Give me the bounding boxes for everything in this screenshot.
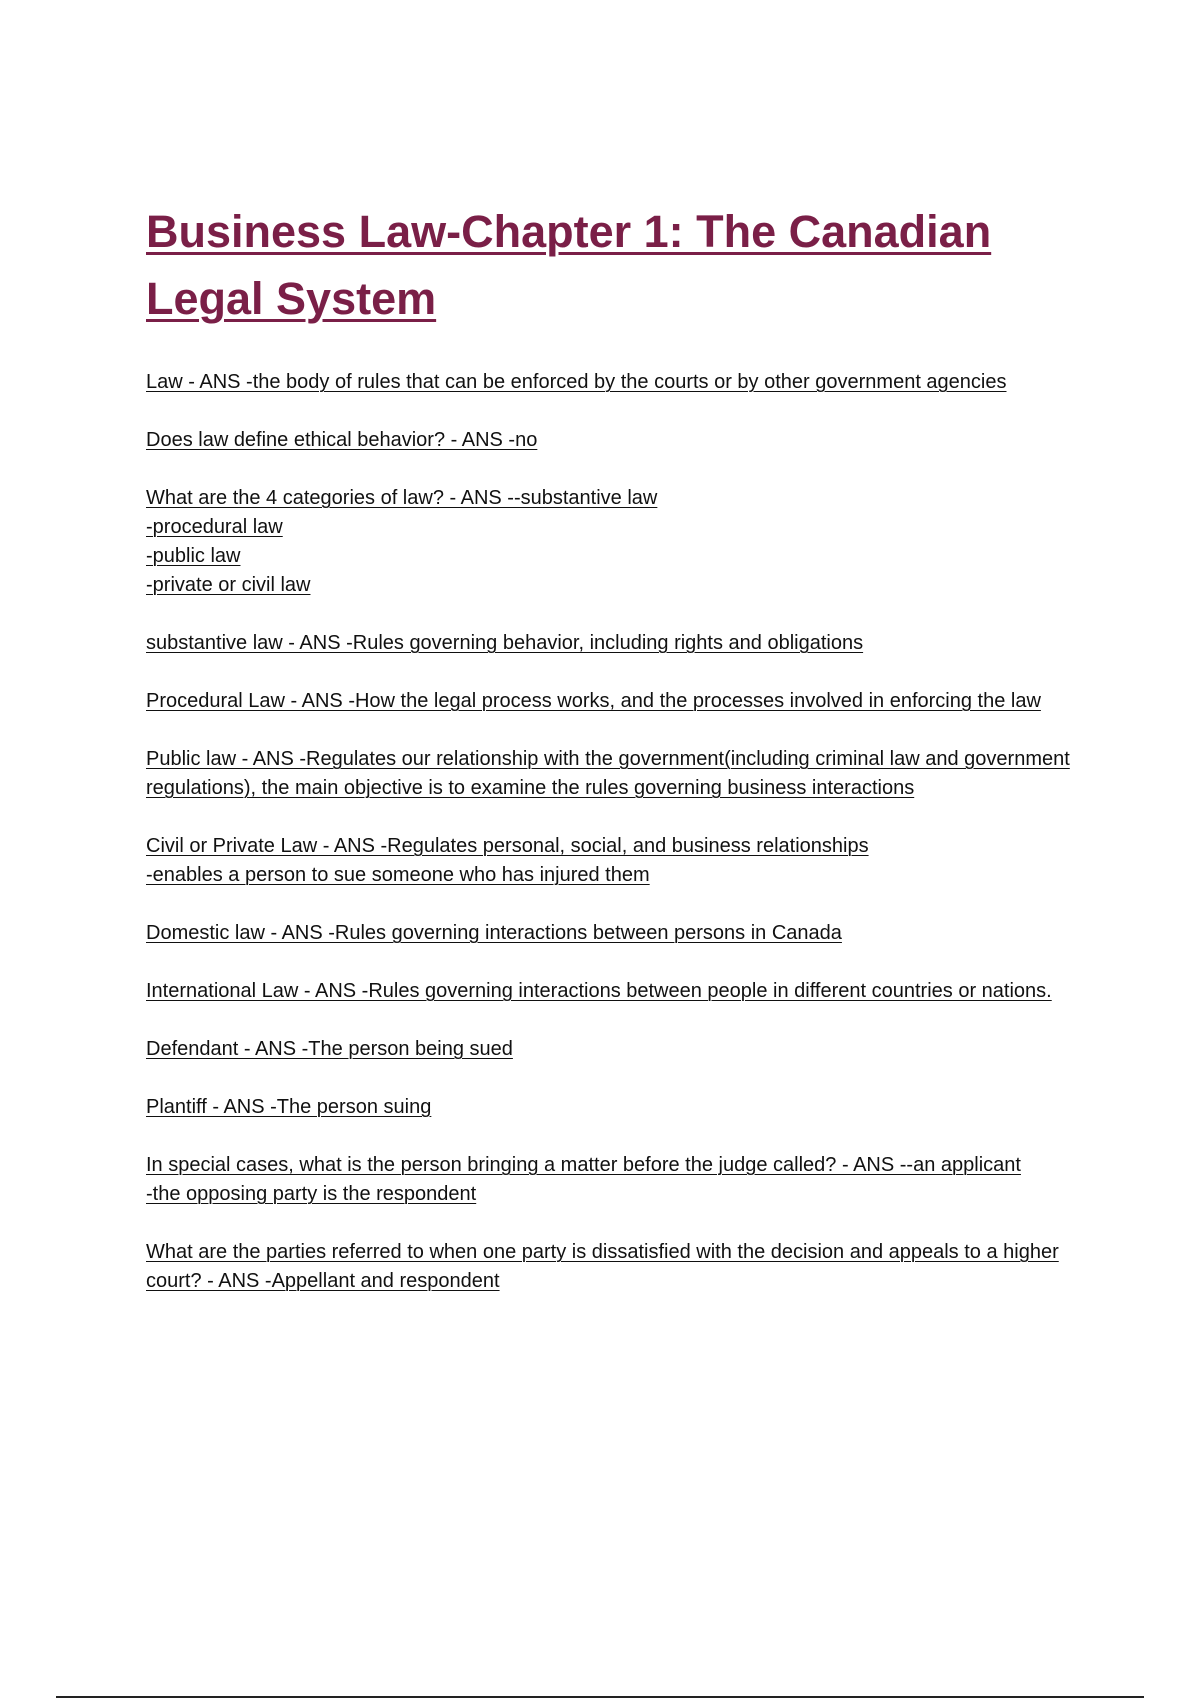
- qa-entry-applicant: In special cases, what is the person bringing a matter before the judge called? - ANS --an applicant -the opposing party is the respondent: [146, 1151, 1086, 1209]
- qa-entry-procedural-law: Procedural Law - ANS -How the legal process works, and the processes involved in enforcing the law: [146, 690, 1041, 712]
- qa-entry-categories: What are the 4 categories of law? - ANS --substantive law -procedural law -public law -private or civil law: [146, 484, 1086, 600]
- document-title: Business Law-Chapter 1: The Canadian Legal System: [146, 206, 992, 324]
- qa-entry-law: Law - ANS -the body of rules that can be enforced by the courts or by other government agencies: [146, 371, 1007, 393]
- qa-entry-plaintiff: Plantiff - ANS -The person suing: [146, 1096, 432, 1118]
- qa-entry-defendant: Defendant - ANS -The person being sued: [146, 1038, 513, 1060]
- qa-entry-categories-item: -public law: [146, 545, 241, 567]
- qa-entry-substantive-law: substantive law - ANS -Rules governing behavior, including rights and obligations: [146, 632, 864, 654]
- qa-entry-international-law: International Law - ANS -Rules governing interactions between people in different countries or nations.: [146, 980, 1052, 1002]
- qa-entry-domestic-law: Domestic law - ANS -Rules governing interactions between persons in Canada: [146, 922, 842, 944]
- qa-entry-categories-item: -private or civil law: [146, 574, 311, 596]
- footer-divider: [56, 1696, 1144, 1698]
- qa-entry-civil-law: Civil or Private Law - ANS -Regulates personal, social, and business relationships -enables a person to sue someone who has injured them: [146, 832, 1086, 890]
- qa-entry-applicant-item: -the opposing party is the respondent: [146, 1183, 477, 1205]
- qa-entry-ethics: Does law define ethical behavior? - ANS -no: [146, 429, 538, 451]
- qa-entry-public-law: Public law - ANS -Regulates our relationship with the government(including criminal law and government regulations), the main objective is to examine the rules governing business interactions: [146, 748, 1070, 799]
- qa-entry-appeal-parties: What are the parties referred to when one party is dissatisfied with the decision and appeals to a higher court? - ANS -Appellant and respondent: [146, 1241, 1059, 1292]
- document-page: [146, 198, 1086, 1325]
- qa-list: [146, 368, 1086, 1296]
- qa-entry-civil-law-item: -enables a person to sue someone who has injured them: [146, 864, 650, 886]
- qa-entry-categories-item: -procedural law: [146, 516, 283, 538]
